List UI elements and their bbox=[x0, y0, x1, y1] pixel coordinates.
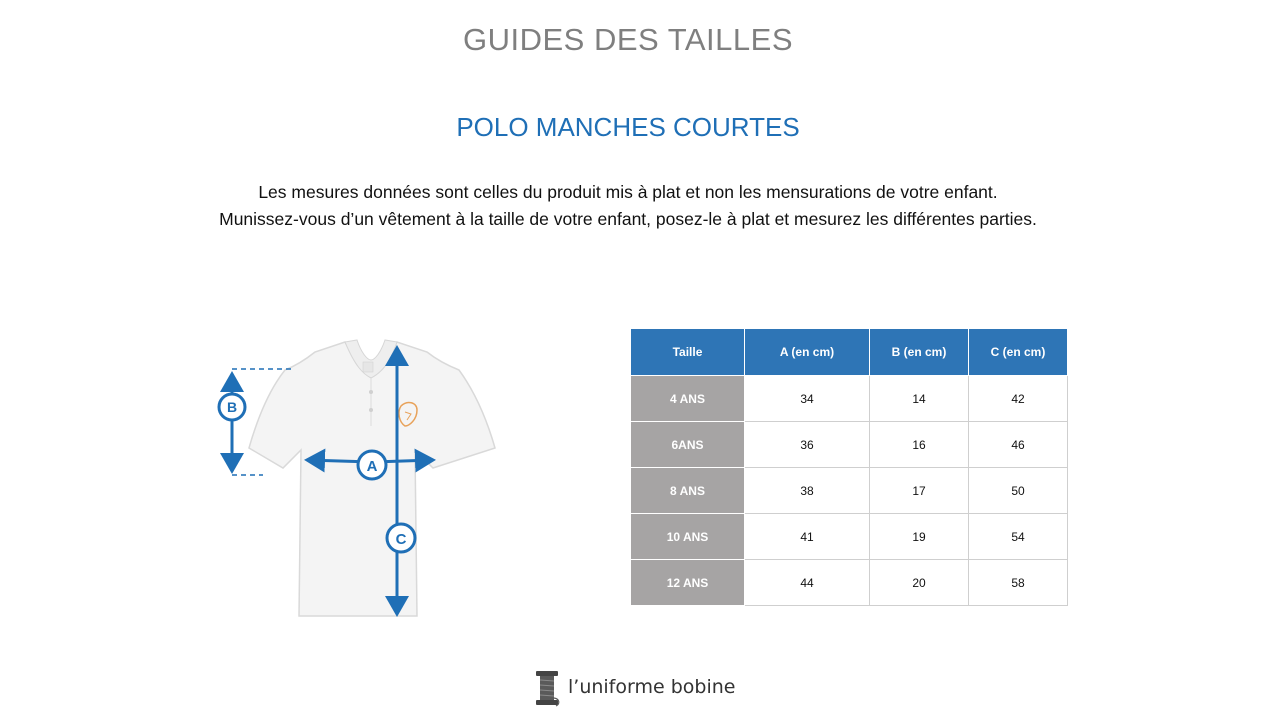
thread-spool-icon bbox=[532, 668, 562, 708]
c-cell: 58 bbox=[969, 560, 1068, 606]
size-cell: 12 ANS bbox=[631, 560, 745, 606]
size-cell: 4 ANS bbox=[631, 376, 745, 422]
table-row bbox=[631, 422, 1068, 468]
c-cell: 50 bbox=[969, 468, 1068, 514]
b-cell: 20 bbox=[870, 560, 969, 606]
a-cell: 38 bbox=[745, 468, 870, 514]
b-cell: 16 bbox=[870, 422, 969, 468]
table-row bbox=[631, 376, 1068, 422]
c-cell: 46 bbox=[969, 422, 1068, 468]
size-cell: 8 ANS bbox=[631, 468, 745, 514]
brand-logo bbox=[532, 668, 736, 708]
b-cell: 19 bbox=[870, 514, 969, 560]
product-title: POLO MANCHES COURTES bbox=[456, 112, 800, 142]
a-marker-label: A bbox=[366, 458, 378, 475]
a-cell: 41 bbox=[745, 514, 870, 560]
a-cell: 34 bbox=[745, 376, 870, 422]
intro-text bbox=[0, 179, 1256, 233]
a-cell: 36 bbox=[745, 422, 870, 468]
header-a: A (en cm) bbox=[745, 329, 870, 376]
header-size: Taille bbox=[631, 329, 745, 376]
header-b: B (en cm) bbox=[870, 329, 969, 376]
table-row bbox=[631, 514, 1068, 560]
size-table bbox=[630, 328, 1068, 606]
c-marker-label: C bbox=[395, 531, 407, 548]
page-title: GUIDES DES TAILLES bbox=[462, 22, 794, 57]
header-c: C (en cm) bbox=[969, 329, 1068, 376]
brand-name: l’uniforme bobine bbox=[568, 676, 736, 698]
size-cell: 10 ANS bbox=[631, 514, 745, 560]
intro-line-1: Les mesures données sont celles du produit mis à plat et non les mensurations de votre enfant. bbox=[258, 182, 998, 202]
b-marker-label: B bbox=[226, 399, 238, 415]
c-cell: 42 bbox=[969, 376, 1068, 422]
c-cell: 54 bbox=[969, 514, 1068, 560]
table-header-row bbox=[631, 329, 1068, 376]
intro-line-2: Munissez-vous d’un vêtement à la taille de votre enfant, posez-le à plat et mesurez les différentes parties. bbox=[219, 209, 1037, 229]
polo-measurement-diagram bbox=[205, 330, 515, 630]
b-cell: 14 bbox=[870, 376, 969, 422]
b-cell: 17 bbox=[870, 468, 969, 514]
table-row bbox=[631, 468, 1068, 514]
a-cell: 44 bbox=[745, 560, 870, 606]
table-row bbox=[631, 560, 1068, 606]
size-cell: 6ANS bbox=[631, 422, 745, 468]
